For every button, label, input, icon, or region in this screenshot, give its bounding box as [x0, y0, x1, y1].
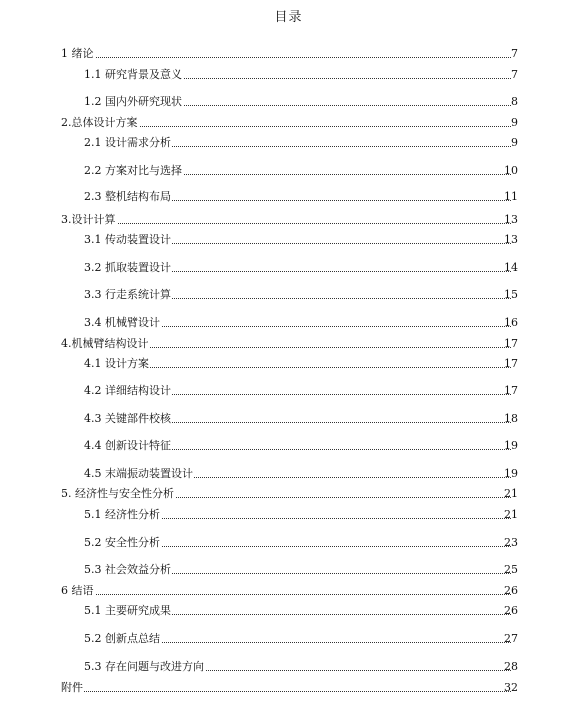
toc-page-number: 14 — [504, 261, 518, 274]
toc-page-number: 21 — [504, 487, 518, 500]
toc-chapter-entry[interactable] — [0, 485, 577, 501]
toc-entry-title: 4.4 创新设计特征 — [84, 439, 171, 452]
toc-entry-title: 3.设计计算 — [61, 213, 116, 226]
toc-chapter-entry[interactable] — [0, 335, 577, 351]
toc-page-number: 19 — [504, 467, 518, 480]
toc-entry-title: 2.2 方案对比与选择 — [84, 164, 182, 177]
toc-page-number: 11 — [504, 190, 518, 203]
toc-entry-title: 1.2 国内外研究现状 — [84, 95, 182, 108]
toc-entry-title: 2.1 设计需求分析 — [84, 136, 171, 149]
toc-page-number: 16 — [504, 316, 518, 329]
toc-entry-title: 3.3 行走系统计算 — [84, 288, 171, 301]
toc-entry-title: 1.1 研究背景及意义 — [84, 68, 182, 81]
toc-page-number: 7 — [511, 47, 518, 60]
toc-entry-title: 2.3 整机结构布局 — [84, 190, 171, 203]
toc-entry-title: 5.2 创新点总结 — [84, 632, 160, 645]
toc-section-entry[interactable] — [0, 188, 577, 204]
toc-page-number: 9 — [511, 116, 518, 129]
toc-page-number: 15 — [504, 288, 518, 301]
toc-chapter-entry[interactable] — [0, 582, 577, 598]
toc-entry-title: 5. 经济性与安全性分析 — [61, 487, 174, 500]
toc-section-entry[interactable] — [0, 534, 577, 550]
toc-section-entry[interactable] — [0, 259, 577, 275]
toc-page-number: 23 — [504, 536, 518, 549]
toc-leader-dots — [61, 594, 511, 595]
toc-chapter-entry[interactable] — [0, 211, 577, 227]
toc-page-number: 10 — [504, 164, 518, 177]
toc-section-entry[interactable] — [0, 658, 577, 674]
toc-leader-dots — [61, 223, 511, 224]
toc-section-entry[interactable] — [0, 506, 577, 522]
toc-leader-dots — [61, 57, 511, 58]
toc-page-number: 21 — [504, 508, 518, 521]
toc-entry-title: 5.2 安全性分析 — [84, 536, 160, 549]
toc-entry-title: 4.2 详细结构设计 — [84, 384, 171, 397]
toc-section-entry[interactable] — [0, 602, 577, 618]
toc-page-number: 17 — [504, 384, 518, 397]
toc-entry-title: 3.4 机械臂设计 — [84, 316, 160, 329]
toc-section-entry[interactable] — [0, 93, 577, 109]
toc-entry-title: 5.3 社会效益分析 — [84, 563, 171, 576]
toc-page-number: 26 — [504, 604, 518, 617]
toc-entry-title: 4.机械臂结构设计 — [61, 337, 149, 350]
toc-page-number: 28 — [504, 660, 518, 673]
toc-entry-title: 6 结语 — [61, 584, 94, 597]
toc-page-number: 8 — [511, 95, 518, 108]
toc-entry-title: 附件 — [61, 681, 83, 694]
toc-page-number: 17 — [504, 337, 518, 350]
toc-section-entry[interactable] — [0, 162, 577, 178]
toc-page-number: 26 — [504, 584, 518, 597]
toc-page-number: 32 — [504, 681, 518, 694]
toc-entry-title: 4.1 设计方案 — [84, 357, 149, 370]
toc-page-number: 13 — [504, 233, 518, 246]
toc-section-entry[interactable] — [0, 630, 577, 646]
toc-entry-title: 1 绪论 — [61, 47, 94, 60]
toc-page-number: 25 — [504, 563, 518, 576]
toc-section-entry[interactable] — [0, 314, 577, 330]
toc-section-entry[interactable] — [0, 286, 577, 302]
toc-page-number: 17 — [504, 357, 518, 370]
toc-page-number: 18 — [504, 412, 518, 425]
toc-entry-title: 3.2 抓取装置设计 — [84, 261, 171, 274]
toc-entry-title: 4.5 末端振动装置设计 — [84, 467, 193, 480]
toc-section-entry[interactable] — [0, 66, 577, 82]
toc-section-entry[interactable] — [0, 561, 577, 577]
toc-page-number: 13 — [504, 213, 518, 226]
toc-chapter-entry[interactable] — [0, 114, 577, 130]
toc-section-entry[interactable] — [0, 382, 577, 398]
toc-page-number: 27 — [504, 632, 518, 645]
toc-entry-title: 2.总体设计方案 — [61, 116, 138, 129]
page-title: 目录 — [274, 10, 303, 25]
toc-chapter-entry[interactable] — [0, 45, 577, 61]
toc-page-number: 7 — [511, 68, 518, 81]
toc-entry-title: 5.1 主要研究成果 — [84, 604, 171, 617]
toc-leader-dots — [61, 691, 511, 692]
toc-section-entry[interactable] — [0, 231, 577, 247]
toc-section-entry[interactable] — [0, 410, 577, 426]
toc-entry-title: 3.1 传动装置设计 — [84, 233, 171, 246]
toc-entry-title: 5.3 存在问题与改进方向 — [84, 660, 204, 673]
toc-entry-title: 4.3 关键部件校核 — [84, 412, 171, 425]
toc-entry-title: 5.1 经济性分析 — [84, 508, 160, 521]
toc-section-entry[interactable] — [0, 134, 577, 150]
toc-page-number: 19 — [504, 439, 518, 452]
toc-page-number: 9 — [511, 136, 518, 149]
toc-section-entry[interactable] — [0, 355, 577, 371]
toc-chapter-entry[interactable] — [0, 679, 577, 695]
toc-section-entry[interactable] — [0, 437, 577, 453]
toc-section-entry[interactable] — [0, 465, 577, 481]
